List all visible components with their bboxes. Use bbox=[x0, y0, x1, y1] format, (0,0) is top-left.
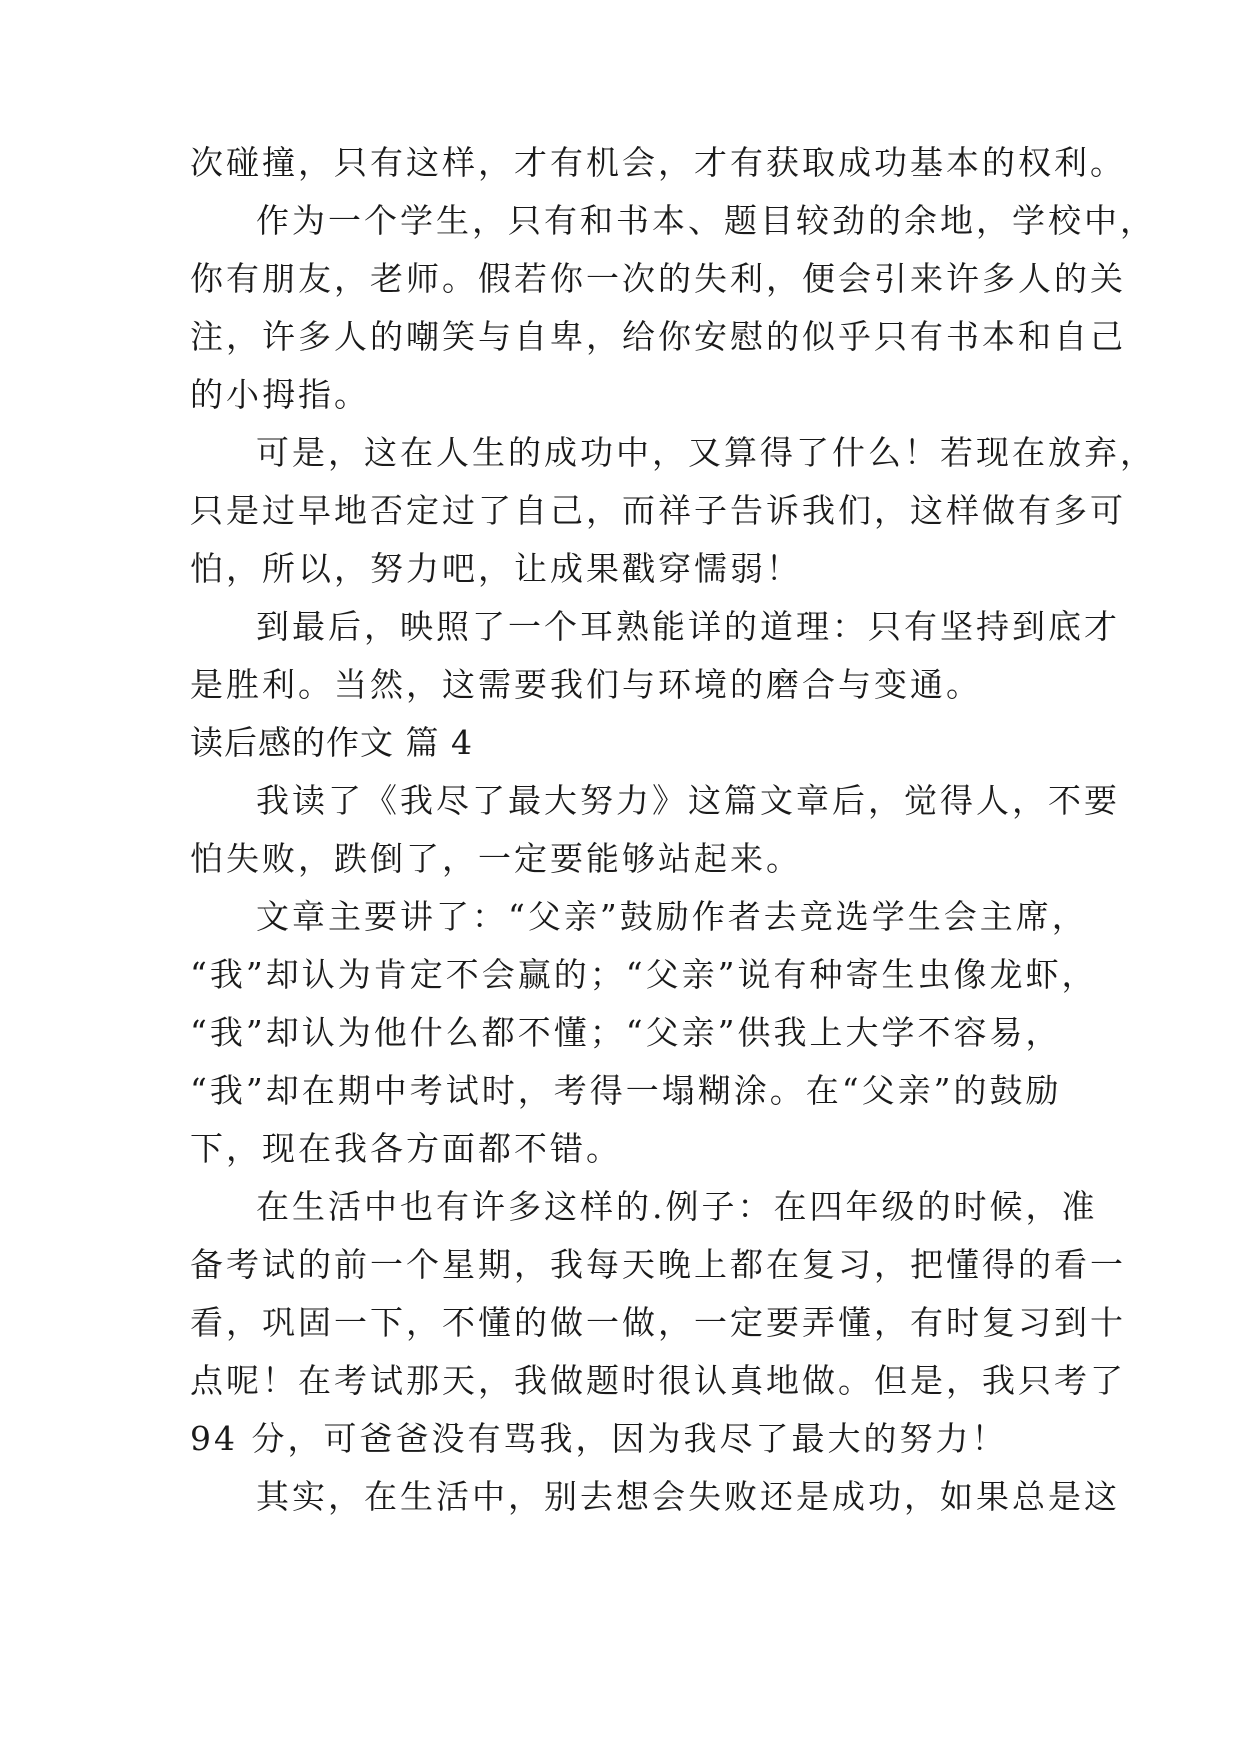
text-line: 到最后，映照了一个耳熟能详的道理：只有坚持到底才 bbox=[256, 607, 1120, 646]
text-line: 在生活中也有许多这样的.例子：在四年级的时候，准 bbox=[256, 1187, 1098, 1226]
text-line: 备考试的前一个星期，我每天晚上都在复习，把懂得的看一 bbox=[190, 1245, 1126, 1284]
text-line: 可是，这在人生的成功中，又算得了什么！若现在放弃， bbox=[256, 433, 1156, 472]
text-line: 作为一个学生，只有和书本、题目较劲的余地，学校中， bbox=[256, 201, 1156, 240]
text-line: “我”却认为肯定不会赢的；“父亲”说有种寄生虫像龙虾， bbox=[190, 955, 1098, 994]
text-line: 点呢！在考试那天，我做题时很认真地做。但是，我只考了 bbox=[190, 1361, 1126, 1400]
text-line: 怕，所以，努力吧，让成果戳穿懦弱！ bbox=[190, 549, 802, 588]
text-line: 是胜利。当然，这需要我们与环境的磨合与变通。 bbox=[190, 665, 982, 704]
text-line: 怕失败，跌倒了，一定要能够站起来。 bbox=[190, 839, 802, 878]
text-line: 看，巩固一下，不懂的做一做，一定要弄懂，有时复习到十 bbox=[190, 1303, 1126, 1342]
text-line: 其实，在生活中，别去想会失败还是成功，如果总是这 bbox=[256, 1477, 1120, 1516]
text-line: 下，现在我各方面都不错。 bbox=[190, 1129, 622, 1168]
text-line: 文章主要讲了：“父亲”鼓励作者去竞选学生会主席， bbox=[256, 897, 1088, 936]
text-line: “我”却认为他什么都不懂；“父亲”供我上大学不容易， bbox=[190, 1013, 1062, 1052]
text-line: 的小拇指。 bbox=[190, 375, 370, 414]
text-line: 次碰撞，只有这样，才有机会，才有获取成功基本的权利。 bbox=[190, 143, 1126, 182]
section-heading: 读后感的作文 篇 4 bbox=[190, 723, 473, 762]
text-line: 注，许多人的嘲笑与自卑，给你安慰的似乎只有书本和自己 bbox=[190, 317, 1126, 356]
text-line: 我读了《我尽了最大努力》这篇文章后，觉得人，不要 bbox=[256, 781, 1120, 820]
text-line: 只是过早地否定过了自己，而祥子告诉我们，这样做有多可 bbox=[190, 491, 1126, 530]
text-line: 94 分，可爸爸没有骂我，因为我尽了最大的努力！ bbox=[190, 1419, 1008, 1458]
text-line: “我”却在期中考试时，考得一塌糊涂。在“父亲”的鼓励 bbox=[190, 1071, 1062, 1110]
text-line: 你有朋友，老师。假若你一次的失利，便会引来许多人的关 bbox=[190, 259, 1126, 298]
